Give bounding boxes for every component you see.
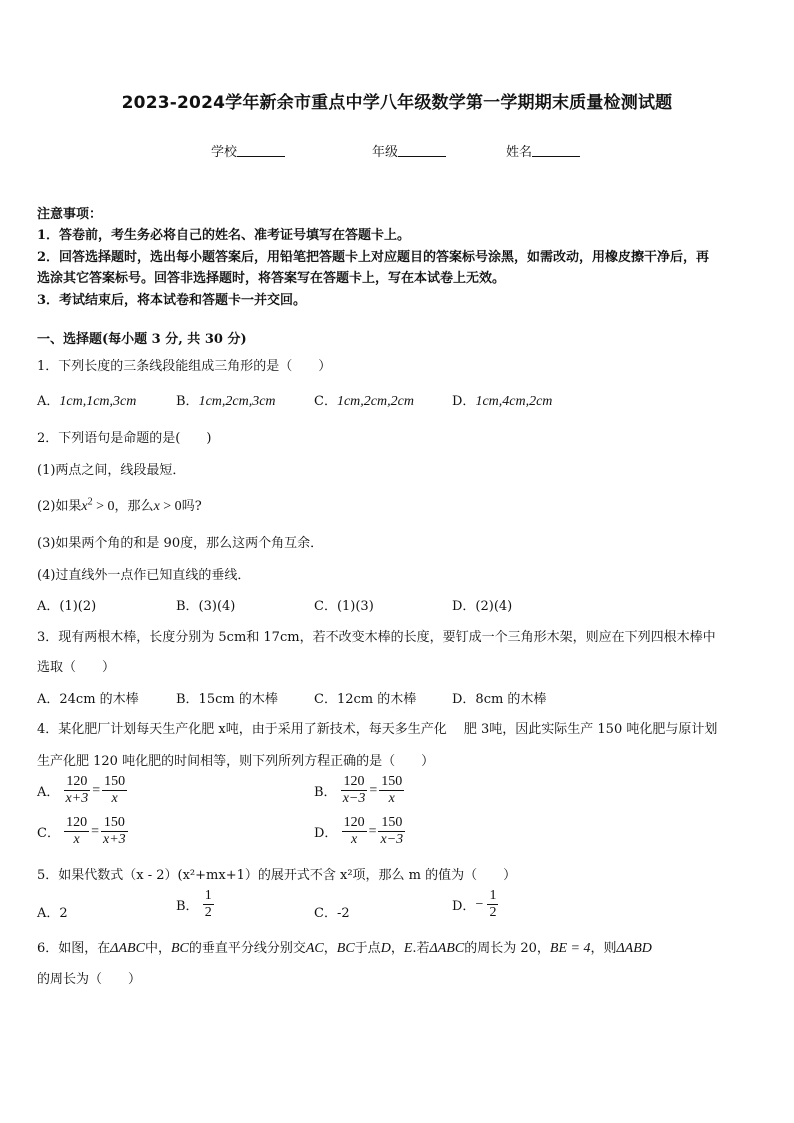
q3-option-c: C．12cm 的木棒 xyxy=(314,692,417,707)
q4-d-frac-left: $\frac{120}{x}$ xyxy=(343,815,365,847)
exam-title: 2023-2024学年新余市重点中学八年级数学第一学期期末质量检测试题 xyxy=(121,93,673,113)
q2-statement-2: (2)如果$x^2 > 0$，那么x > 0吗? xyxy=(37,496,202,514)
q3-stem-line-2: 选取（ ） xyxy=(37,660,116,675)
note-2-cont: 选涂其它答案标号。回答非选择题时，将答案写在答题卡上，写在本试卷上无效。 xyxy=(37,271,506,286)
q4-b-frac-right: $\frac{150}{x}$ xyxy=(381,774,403,806)
q4-option-d: D． $\frac{120}{x}$ = $\frac{150}{x-3}$ xyxy=(314,815,404,847)
q4-a-frac-right: $\frac{150}{x}$ xyxy=(104,774,126,806)
q2-statement-4: (4)过直线外一点作已知直线的垂线． xyxy=(37,568,251,583)
q3-option-d: D．8cm 的木棒 xyxy=(452,692,547,707)
q2-statement-1: (1)两点之间，线段最短． xyxy=(37,463,186,478)
q4-c-frac-right: $\frac{150}{x+3}$ xyxy=(103,815,126,847)
q1-stem: 1．下列长度的三条线段能组成三角形的是（ ） xyxy=(37,359,332,374)
name-blank xyxy=(532,144,580,157)
q6-stem-line-1: 6．如图，在ΔABC中，BC的垂直平分线分别交AC，BC于点D，E.若ΔABC的周长为 20，BE = 4，则ΔABD xyxy=(37,941,652,956)
q2-option-a: A．(1)(2) xyxy=(37,599,97,614)
q3-option-a: A．24cm 的木棒 xyxy=(37,692,139,707)
q1-option-c: C．1cm,2cm,2cm xyxy=(314,394,414,409)
q3-stem-line-1: 3．现有两根木棒，长度分别为 5cm和 17cm，若不改变木棒的长度，要钉成一个三角形木架，则应在下列四根木棒中 xyxy=(37,630,716,645)
q1-option-d: D．1cm,4cm,2cm xyxy=(452,394,553,409)
grade-label: 年级 xyxy=(372,145,399,160)
q5-option-c: C．-2 xyxy=(314,906,350,921)
q6-stem-line-2: 的周长为（ ） xyxy=(37,972,142,987)
school-blank xyxy=(237,144,285,157)
section-heading: 一、选择题(每小题 3 分, 共 30 分) xyxy=(37,332,247,347)
q4-d-frac-right: $\frac{150}{x-3}$ xyxy=(380,815,404,847)
q5-option-a: A．2 xyxy=(37,906,68,921)
q5-option-d: D．− $\frac{1}{2}$ xyxy=(452,888,497,920)
q4-stem-line-2: 生产化肥 120 吨化肥的时间相等，则下列所列方程正确的是（ ） xyxy=(37,754,435,769)
school-label: 学校 xyxy=(211,145,238,160)
q2-statement-3: (3)如果两个角的和是 90度，那么这两个角互余． xyxy=(37,536,324,551)
q2-option-d: D．(2)(4) xyxy=(452,599,513,614)
q2-option-c: C．(1)(3) xyxy=(314,599,374,614)
q2-stem: 2．下列语句是命题的是( ) xyxy=(37,431,212,446)
q4-option-a: A． $\frac{120}{x+3}$ = $\frac{150}{x}$ xyxy=(37,774,126,806)
grade-field xyxy=(372,141,446,160)
note-2: 2．回答选择题时，选出每小题答案后，用铅笔把答题卡上对应题目的答案标号涂黑，如需改动，用橡皮擦干净后，再 xyxy=(37,250,710,265)
q1-option-a: A．1cm,1cm,3cm xyxy=(37,394,137,409)
name-field xyxy=(506,141,580,160)
q2-option-b: B．(3)(4) xyxy=(176,599,236,614)
q5-stem: 5．如果代数式（x - 2）(x²+mx+1）的展开式不含 x²项，那么 m 的值为（ ） xyxy=(37,868,517,883)
q5-b-frac: $\frac{1}{2}$ xyxy=(204,888,212,920)
q4-c-frac-left: $\frac{120}{x}$ xyxy=(66,815,88,847)
name-label: 姓名 xyxy=(506,145,533,160)
q4-stem-line-1: 4．某化肥厂计划每天生产化肥 x吨，由于采用了新技术，每天多生产化 肥 3吨，因此实际生产 150 吨化肥与原计划 xyxy=(37,722,718,737)
grade-blank xyxy=(398,144,446,157)
note-1: 1．答卷前，考生务必将自己的姓名、准考证号填写在答题卡上。 xyxy=(37,228,411,243)
note-3: 3．考试结束后，将本试卷和答题卡一并交回。 xyxy=(37,293,307,308)
q4-b-frac-left: $\frac{120}{x-3}$ xyxy=(342,774,366,806)
q1-option-b: B．1cm,2cm,3cm xyxy=(176,394,276,409)
q5-option-b: B． $\frac{1}{2}$ xyxy=(176,888,212,920)
q3-option-b: B．15cm 的木棒 xyxy=(176,692,278,707)
school-field xyxy=(211,141,285,160)
q4-option-c: C． $\frac{120}{x}$ = $\frac{150}{x+3}$ xyxy=(37,815,126,847)
q4-option-b: B． $\frac{120}{x-3}$ = $\frac{150}{x}$ xyxy=(314,774,403,806)
q5-d-frac: $\frac{1}{2}$ xyxy=(489,888,497,920)
q4-a-frac-left: $\frac{120}{x+3}$ xyxy=(65,774,89,806)
notes-heading: 注意事项： xyxy=(37,207,103,222)
